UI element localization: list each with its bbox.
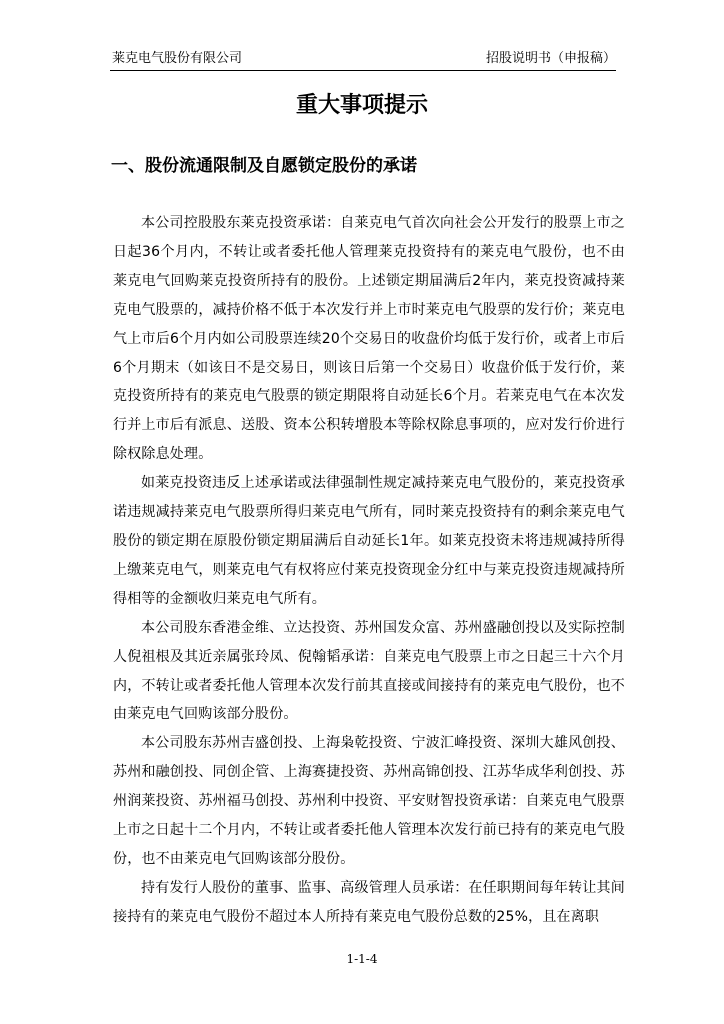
- paragraph-directors-commitment: 持有发行人股份的董事、监事、高级管理人员承诺：在任职期间每年转让其间接持有的莱克电气股份不超过本人所持有莱克电气股份总数的25%，且在离职: [113, 879, 625, 925]
- body-text: [113, 209, 625, 932]
- header-document-name: 招股说明书（申报稿）: [485, 51, 616, 66]
- page-number: 1-1-4: [346, 952, 378, 966]
- header-divider: [110, 70, 616, 71]
- paragraph-12-month-lockup: 本公司股东苏州吉盛创投、上海枭乾投资、宁波汇峰投资、深圳大雄风创投、苏州和融创投、同创企管、上海赛捷投资、苏州高锦创投、江苏华成华利创投、苏州润莱投资、苏州福马创投、苏州利中投资、平安财智投资承诺：自莱克电气股票上市之日起十二个月内，不转让或者委托他人管理本次发行前已持有的莱克电气股份，也不由莱克电气回购该部分股份。: [113, 735, 625, 867]
- paragraph-36-month-lockup: 本公司股东香港金维、立达投资、苏州国发众富、苏州盛融创投以及实际控制人倪祖根及其近亲属张玲凤、倪翰韬承诺：自莱克电气股票上市之日起三十六个月内，不转让或者委托他人管理本次发行前其直接或间接持有的莱克电气股份，也不由莱克电气回购该部分股份。: [113, 619, 625, 723]
- page-title: 重大事项提示: [295, 93, 428, 118]
- paragraph-controlling-shareholder: 本公司控股股东莱克投资承诺：自莱克电气首次向社会公开发行的股票上市之日起36个月内，不转让或者委托他人管理莱克投资持有的莱克电气股份，也不由莱克电气回购莱克投资所持有的股份。上述锁定期届满后2年内，莱克投资减持莱克电气股票的，减持价格不低于本次发行并上市时莱克电气股票的发行价；莱克电气上市后6个月内如公司股票连续20个交易日的收盘价均低于发行价，或者上市后6个月期末（如该日不是交易日，则该日后第一个交易日）收盘价低于发行价，莱克投资所持有的莱克电气股票的锁定期限将自动延长6个月。若莱克电气在本次发行并上市后有派息、送股、资本公积转增股本等除权除息事项的，应对发行价进行除权除息处理。: [113, 215, 625, 463]
- section-heading: 一、股份流通限制及自愿锁定股份的承诺: [111, 156, 417, 176]
- header-company-name: 莱克电气股份有限公司: [112, 51, 243, 66]
- paragraph-violation-commitment: 如莱克投资违反上述承诺或法律强制性规定减持莱克电气股份的，莱克投资承诺违规减持莱克电气股票所得归莱克电气所有，同时莱克投资持有的剩余莱克电气股份的锁定期在原股份锁定期届满后自动延长1年。如莱克投资未将违规减持所得上缴莱克电气，则莱克电气有权将应付莱克投资现金分红中与莱克投资违规减持所得相等的金额收归莱克电气所有。: [113, 475, 625, 607]
